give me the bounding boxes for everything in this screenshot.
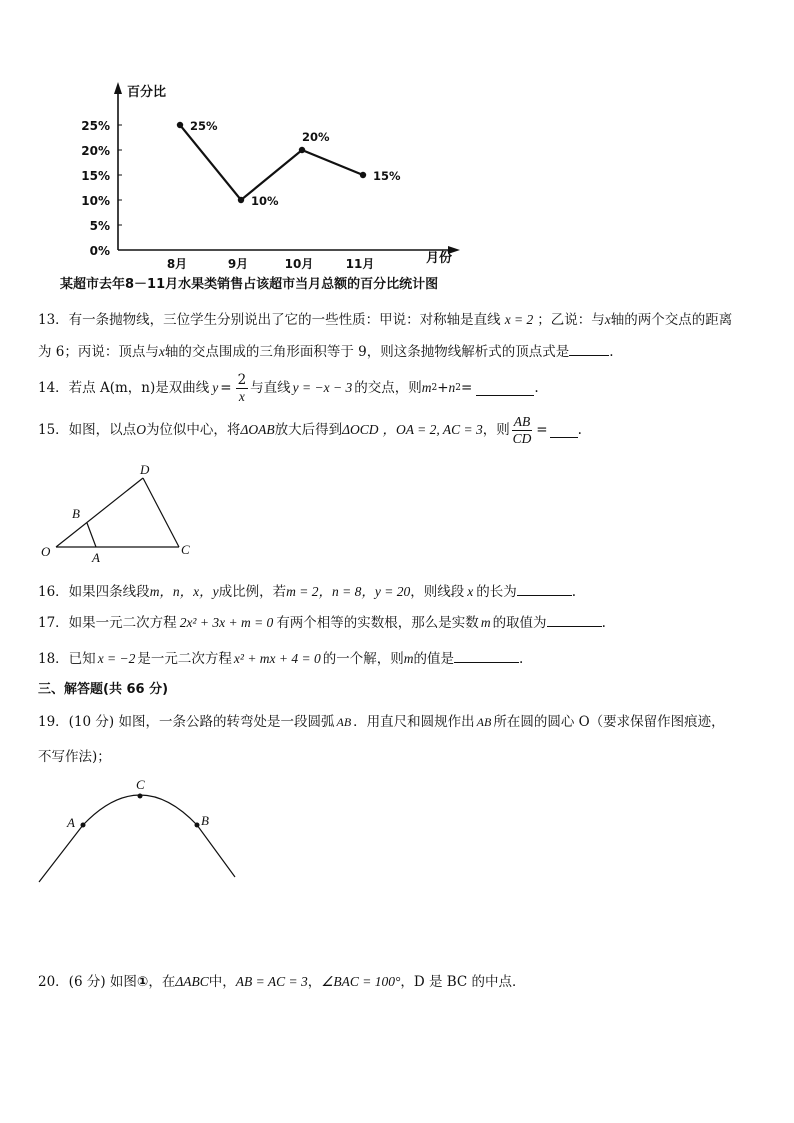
y-tick-label: 20% bbox=[81, 144, 110, 158]
q17-answer-blank[interactable] bbox=[547, 612, 602, 627]
q17-end: . bbox=[601, 615, 606, 631]
q20-text-4: ，D 是 BC 的中点． bbox=[400, 974, 526, 990]
x-axis-title: 月份 bbox=[426, 251, 453, 266]
q14-plus: + bbox=[437, 380, 449, 396]
q17-text-2: 有两个相等的实数根，那么是实数 bbox=[276, 615, 479, 631]
q19-text-3: 所在圆的圆心 O（要求保留作图痕迹， bbox=[493, 714, 725, 730]
q15-frac-num: AB bbox=[513, 413, 531, 429]
q15-frac-den: CD bbox=[512, 430, 532, 446]
question-17 bbox=[38, 612, 606, 633]
y-tick-label: 15% bbox=[81, 169, 110, 183]
q15-tri-1: ΔOAB bbox=[240, 422, 275, 437]
label-B: B bbox=[201, 813, 209, 828]
q18-m: m bbox=[403, 651, 414, 666]
q14-text-2: 与直线 bbox=[250, 380, 291, 396]
q16-text-4: 的长为 bbox=[476, 584, 517, 600]
q14-y: y bbox=[212, 380, 219, 395]
q15-fraction bbox=[512, 414, 533, 447]
label-C: C bbox=[136, 777, 145, 792]
q15-tri-2: ΔOCD bbox=[342, 422, 379, 437]
q20-text-2: ，在 bbox=[148, 974, 176, 990]
q16-end: . bbox=[571, 584, 577, 600]
label-O: O bbox=[41, 544, 51, 559]
x-tick-label: 9月 bbox=[227, 257, 249, 271]
point-B bbox=[195, 823, 200, 828]
q13-x-1: x bbox=[604, 312, 611, 327]
data-label: 10% bbox=[251, 194, 279, 208]
figure-15 bbox=[36, 458, 206, 566]
question-13-line-2 bbox=[38, 341, 614, 362]
q15-answer-blank[interactable] bbox=[550, 423, 578, 438]
q14-text-3: 的交点，则 bbox=[354, 380, 422, 396]
q15-text-3: 放大后得到 bbox=[274, 422, 343, 438]
label-A: A bbox=[67, 815, 75, 830]
q19-text-1: 19．(10 分) 如图，一条公路的转弯处是一段圆弧 bbox=[38, 714, 335, 730]
q16-text-2: 成比例，若 bbox=[218, 584, 287, 600]
q15-text-4: ，则 bbox=[482, 422, 510, 438]
q20-comma: ， bbox=[307, 974, 322, 990]
q16-text-1: 16．如果四条线段 bbox=[38, 584, 150, 600]
data-point bbox=[360, 172, 366, 178]
question-20 bbox=[38, 972, 526, 992]
q14-frac-den: x bbox=[238, 388, 245, 404]
question-18 bbox=[38, 648, 523, 669]
q13-eq-1: x = 2 bbox=[504, 312, 534, 327]
q20-tri: ΔABC bbox=[175, 974, 209, 989]
q14-eq: = bbox=[220, 380, 232, 396]
line-chart bbox=[60, 78, 480, 293]
q16-vals: m = 2，n = 8，y = 20 bbox=[286, 584, 411, 599]
q14-eq2: = bbox=[461, 380, 473, 396]
q20-angle: ∠BAC = 100° bbox=[321, 974, 401, 989]
q14-text-1: 14．若点 A(m，n)是双曲线 bbox=[38, 380, 210, 396]
q15-eq: = bbox=[536, 422, 548, 438]
q18-text-2: 是一元二次方程 bbox=[137, 651, 232, 667]
q18-text-4: 的值是 bbox=[413, 651, 455, 667]
q17-m: m bbox=[480, 615, 491, 630]
y-tick-label: 10% bbox=[81, 194, 110, 208]
question-16 bbox=[38, 581, 576, 602]
q13-answer-blank[interactable] bbox=[569, 341, 609, 356]
segment-OD bbox=[56, 478, 143, 547]
q18-text-3: 的一个解，则 bbox=[322, 651, 404, 667]
q20-circled: ① bbox=[136, 974, 149, 990]
label-D: D bbox=[140, 462, 150, 477]
point-C bbox=[138, 794, 143, 799]
q16-vars: m，n，x，y bbox=[149, 584, 219, 599]
q15-cond: ，OA = 2, AC = 3 bbox=[382, 422, 483, 437]
q19-text-2: ．用直尺和圆规作出 bbox=[353, 714, 475, 730]
q17-text-3: 的取值为 bbox=[492, 615, 547, 631]
q14-n: n bbox=[448, 380, 456, 395]
figure-19 bbox=[30, 775, 250, 890]
q13-text-2: ；乙说：与 bbox=[537, 312, 605, 328]
q14-answer-blank[interactable] bbox=[476, 381, 534, 396]
q16-answer-blank[interactable] bbox=[517, 581, 572, 596]
x-tick-label: 8月 bbox=[166, 257, 188, 271]
q19-arc-2: AB bbox=[476, 715, 492, 729]
road-curve bbox=[39, 795, 235, 882]
q16-x: x bbox=[467, 584, 474, 599]
q14-frac-num: 2 bbox=[237, 371, 247, 388]
q17-text-1: 17．如果一元二次方程 bbox=[38, 615, 177, 631]
section-title: 三、解答题(共 66 分) bbox=[38, 682, 169, 697]
q15-O: O bbox=[136, 422, 146, 437]
q13-x-2: x bbox=[158, 344, 165, 359]
q14-m: m bbox=[421, 380, 432, 395]
segment-BA bbox=[87, 523, 96, 547]
q13-text-3: 轴的两个交点的距离 bbox=[610, 312, 733, 328]
data-label: 15% bbox=[373, 169, 401, 183]
x-tick-label: 10月 bbox=[284, 257, 314, 271]
q16-text-3: ，则线段 bbox=[410, 584, 465, 600]
q18-text-1: 18．已知 bbox=[38, 651, 96, 667]
q14-end: . bbox=[534, 380, 539, 396]
question-13 bbox=[38, 310, 732, 330]
y-axis-arrow bbox=[114, 82, 122, 94]
point-A bbox=[81, 823, 86, 828]
question-19 bbox=[38, 712, 725, 732]
data-label: 20% bbox=[302, 130, 330, 144]
data-label: 25% bbox=[190, 119, 218, 133]
q15-text-2: 为位似中心，将 bbox=[145, 422, 241, 438]
segment-DC bbox=[143, 478, 179, 547]
y-tick-label: 5% bbox=[89, 219, 110, 233]
y-tick-label: 0% bbox=[89, 244, 110, 258]
y-tick-label: 25% bbox=[81, 119, 110, 133]
data-point bbox=[238, 197, 244, 203]
q13-text-4: 为 6；丙说：顶点与 bbox=[38, 344, 159, 360]
q14-fraction bbox=[236, 372, 249, 405]
q20-text-3: 中， bbox=[208, 974, 236, 990]
q18-end: . bbox=[519, 651, 524, 667]
series-line bbox=[180, 125, 363, 200]
q18-answer-blank[interactable] bbox=[454, 648, 519, 663]
q14-line-eq: y = −x − 3 bbox=[292, 380, 353, 395]
data-point bbox=[177, 122, 183, 128]
q17-eq: 2x² + 3x + m = 0 bbox=[179, 615, 274, 630]
label-C: C bbox=[181, 542, 190, 557]
q13-text-5: 轴的交点围成的三角形面积等于 9，则这条抛物线解析式的顶点式是 bbox=[164, 344, 570, 360]
q20-eq: AB = AC = 3 bbox=[235, 974, 308, 989]
chart-caption: 某超市去年8－11月水果类销售占该超市当月总额的百分比统计图 bbox=[60, 277, 439, 292]
question-15 bbox=[38, 410, 582, 450]
label-A: A bbox=[92, 550, 100, 565]
data-point bbox=[299, 147, 305, 153]
q15-end: . bbox=[577, 422, 582, 438]
y-axis-title: 百分比 bbox=[127, 85, 167, 100]
question-19-line-2: 不写作法)； bbox=[38, 749, 111, 765]
q13-end: . bbox=[609, 344, 614, 360]
question-14: 14．若点 A(m，n)是双曲线 y = $\frac{2}{x}$ 与直线 y = −x − 3 的交点，则 m 2 + n 2 = . bbox=[38, 371, 539, 404]
q20-text-1: 20．(6 分) 如图 bbox=[38, 974, 137, 990]
x-tick-label: 11月 bbox=[345, 257, 375, 271]
q18-x: x = −2 bbox=[97, 651, 136, 666]
q18-eq: x² + mx + 4 = 0 bbox=[233, 651, 321, 666]
q15-text-1: 15．如图，以点 bbox=[38, 422, 137, 438]
q13-text-1: 13．有一条抛物线，三位学生分别说出了它的一些性质：甲说：对称轴是直线 bbox=[38, 312, 501, 328]
label-B: B bbox=[72, 506, 80, 521]
q19-arc-1: AB bbox=[336, 715, 352, 729]
